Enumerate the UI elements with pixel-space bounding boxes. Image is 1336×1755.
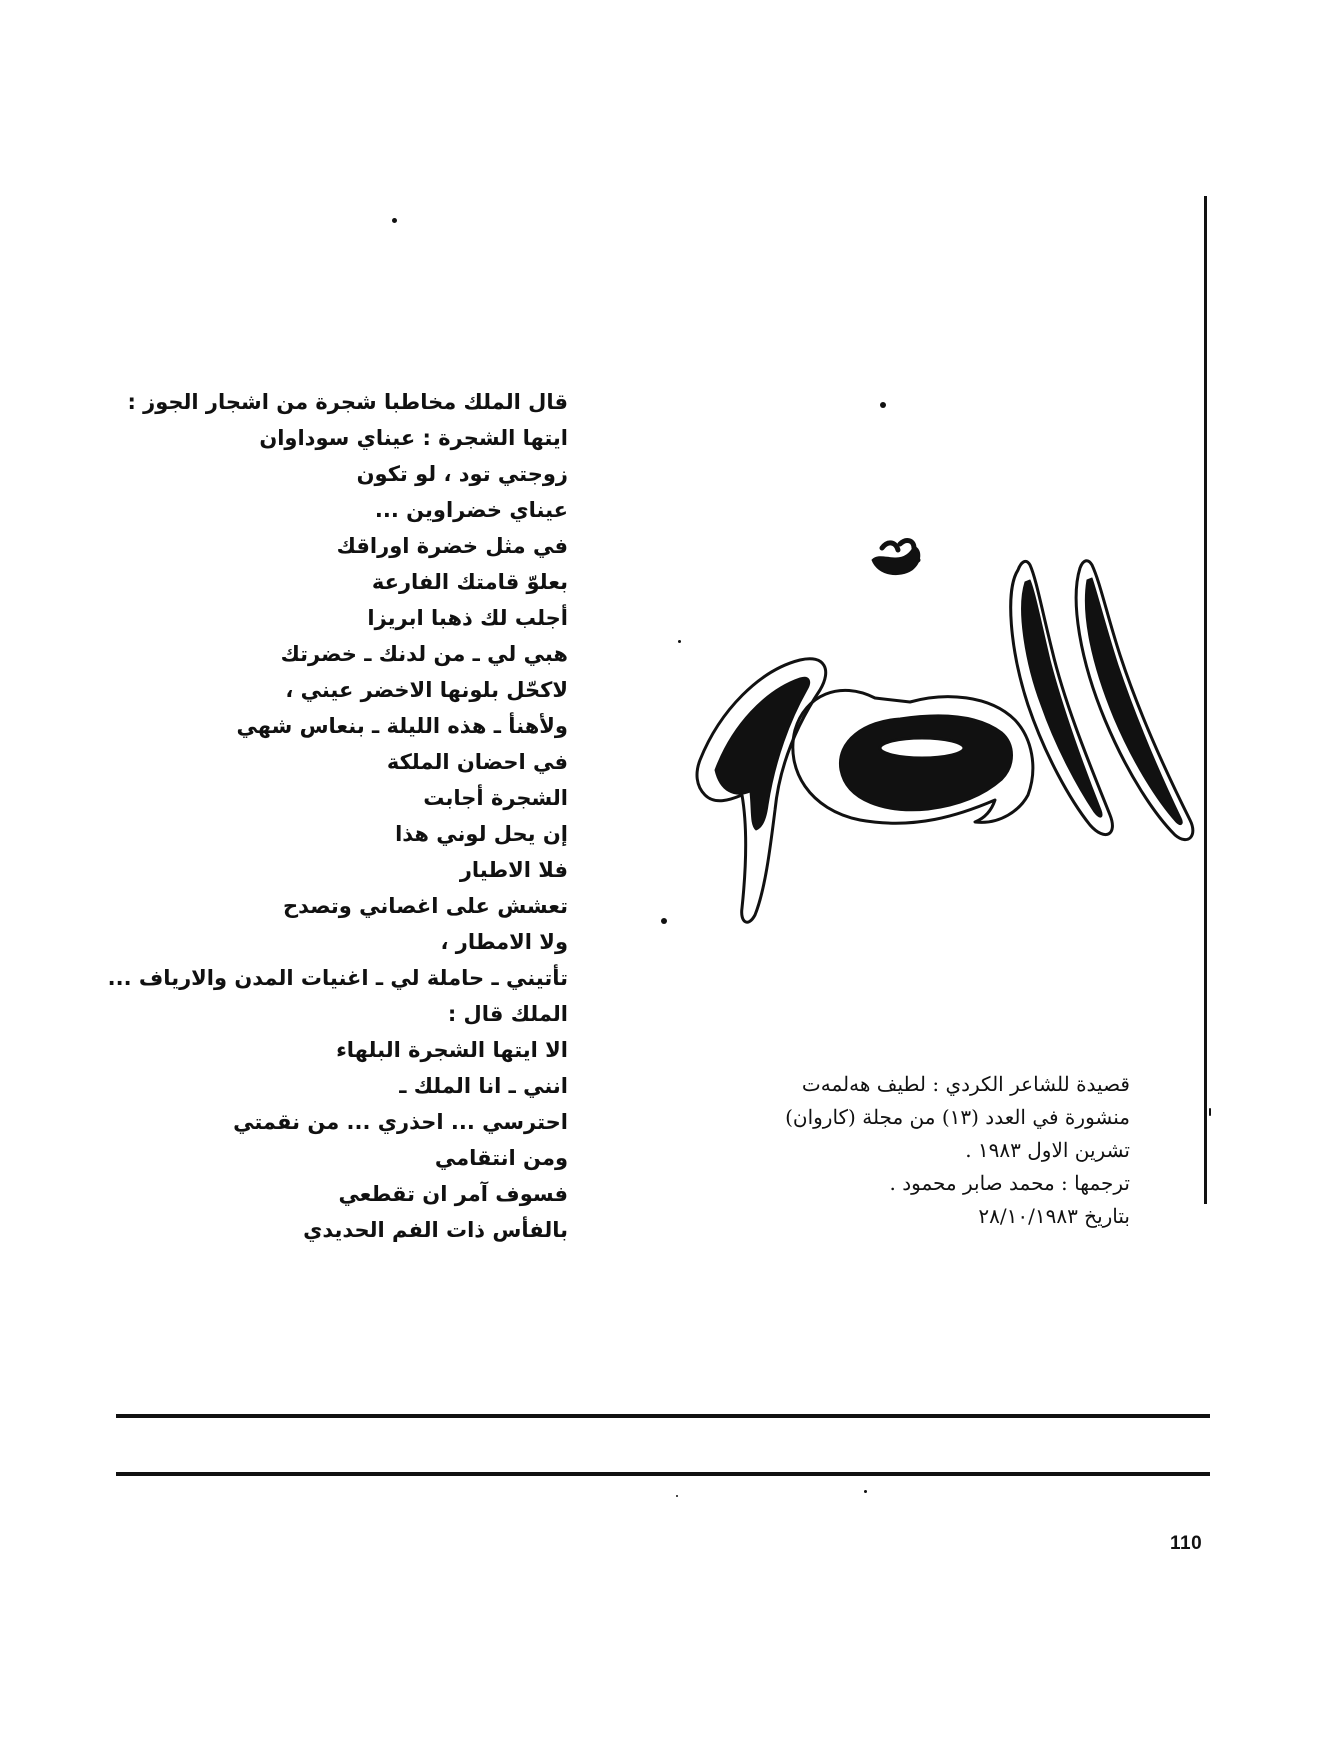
poem-line: ولأهنأ ـ هذه الليلة ـ بنعاس شهي: [236, 714, 568, 738]
title-calligraphy-drawing: [697, 541, 1193, 923]
poem-line: احترسي ... احذري ... من نقمتي: [233, 1110, 568, 1134]
credit-line: تشرين الاول ١٩٨٣ .: [965, 1138, 1130, 1162]
poem-line: ولا الامطار ،: [440, 930, 568, 954]
poem-line: انني ـ انا الملك ـ: [399, 1074, 568, 1098]
poem-line: في مثل خضرة اوراقك: [336, 534, 568, 558]
right-vertical-rule: [1204, 196, 1207, 1204]
poem-line: أجلب لك ذهبا ابريزا: [367, 606, 568, 630]
poem-line: في احضان الملكة: [386, 750, 568, 774]
poem-line: فلا الاطيار: [459, 858, 568, 882]
poem-line: هبي لي ـ من لدنك ـ خضرتك: [280, 642, 568, 666]
poem-line: عيناي خضراوين ...: [374, 498, 568, 522]
credit-line: ترجمها : محمد صابر محمود .: [889, 1171, 1130, 1195]
poem-line: فسوف آمر ان تقطعي: [338, 1182, 568, 1206]
ink-speck: [676, 1495, 678, 1497]
credits-block: [710, 1068, 1130, 1233]
ink-speck: [1209, 1108, 1211, 1116]
ink-speck: [880, 402, 886, 408]
poem-line: ايتها الشجرة : عيناي سوداوان: [259, 426, 568, 450]
title-calligraphy: [660, 530, 1200, 930]
poem-line: بعلوّ قامتك الفارعة: [371, 570, 568, 594]
poem-line: إن يحل لوني هذا: [395, 822, 568, 846]
poem-line: تعشش على اغصاني وتصدح: [282, 894, 568, 918]
poem-line: الشجرة أجابت: [423, 786, 568, 810]
poem-text: [108, 384, 568, 1248]
poem-line: تأتيني ـ حاملة لي ـ اغنيات المدن والارياف ...: [107, 966, 568, 990]
poem-line: قال الملك مخاطبا شجرة من اشجار الجوز :: [127, 390, 568, 414]
poem-line: لاكحّل بلونها الاخضر عيني ،: [285, 678, 568, 702]
horizontal-rule: [116, 1414, 1210, 1418]
credit-line: منشورة في العدد (١٣) من مجلة (كاروان): [785, 1105, 1130, 1129]
poem-line: الا ايتها الشجرة البلهاء: [336, 1038, 568, 1062]
credit-line: بتاريخ ٢٨/١٠/١٩٨٣: [978, 1204, 1130, 1228]
poem-line: ومن انتقامي: [434, 1146, 568, 1170]
ink-speck: [864, 1490, 867, 1493]
horizontal-rule: [116, 1472, 1210, 1476]
ink-speck: [392, 218, 397, 223]
poem-line: بالفأس ذات الفم الحديدي: [303, 1218, 568, 1242]
poem-line: زوجتي تود ، لو تكون: [356, 462, 568, 486]
page-number: 110: [1170, 1533, 1203, 1554]
credit-line: قصيدة للشاعر الكردي : لطيف هه‌لمه‌ت: [801, 1072, 1130, 1096]
poem-line: الملك قال :: [447, 1002, 568, 1026]
